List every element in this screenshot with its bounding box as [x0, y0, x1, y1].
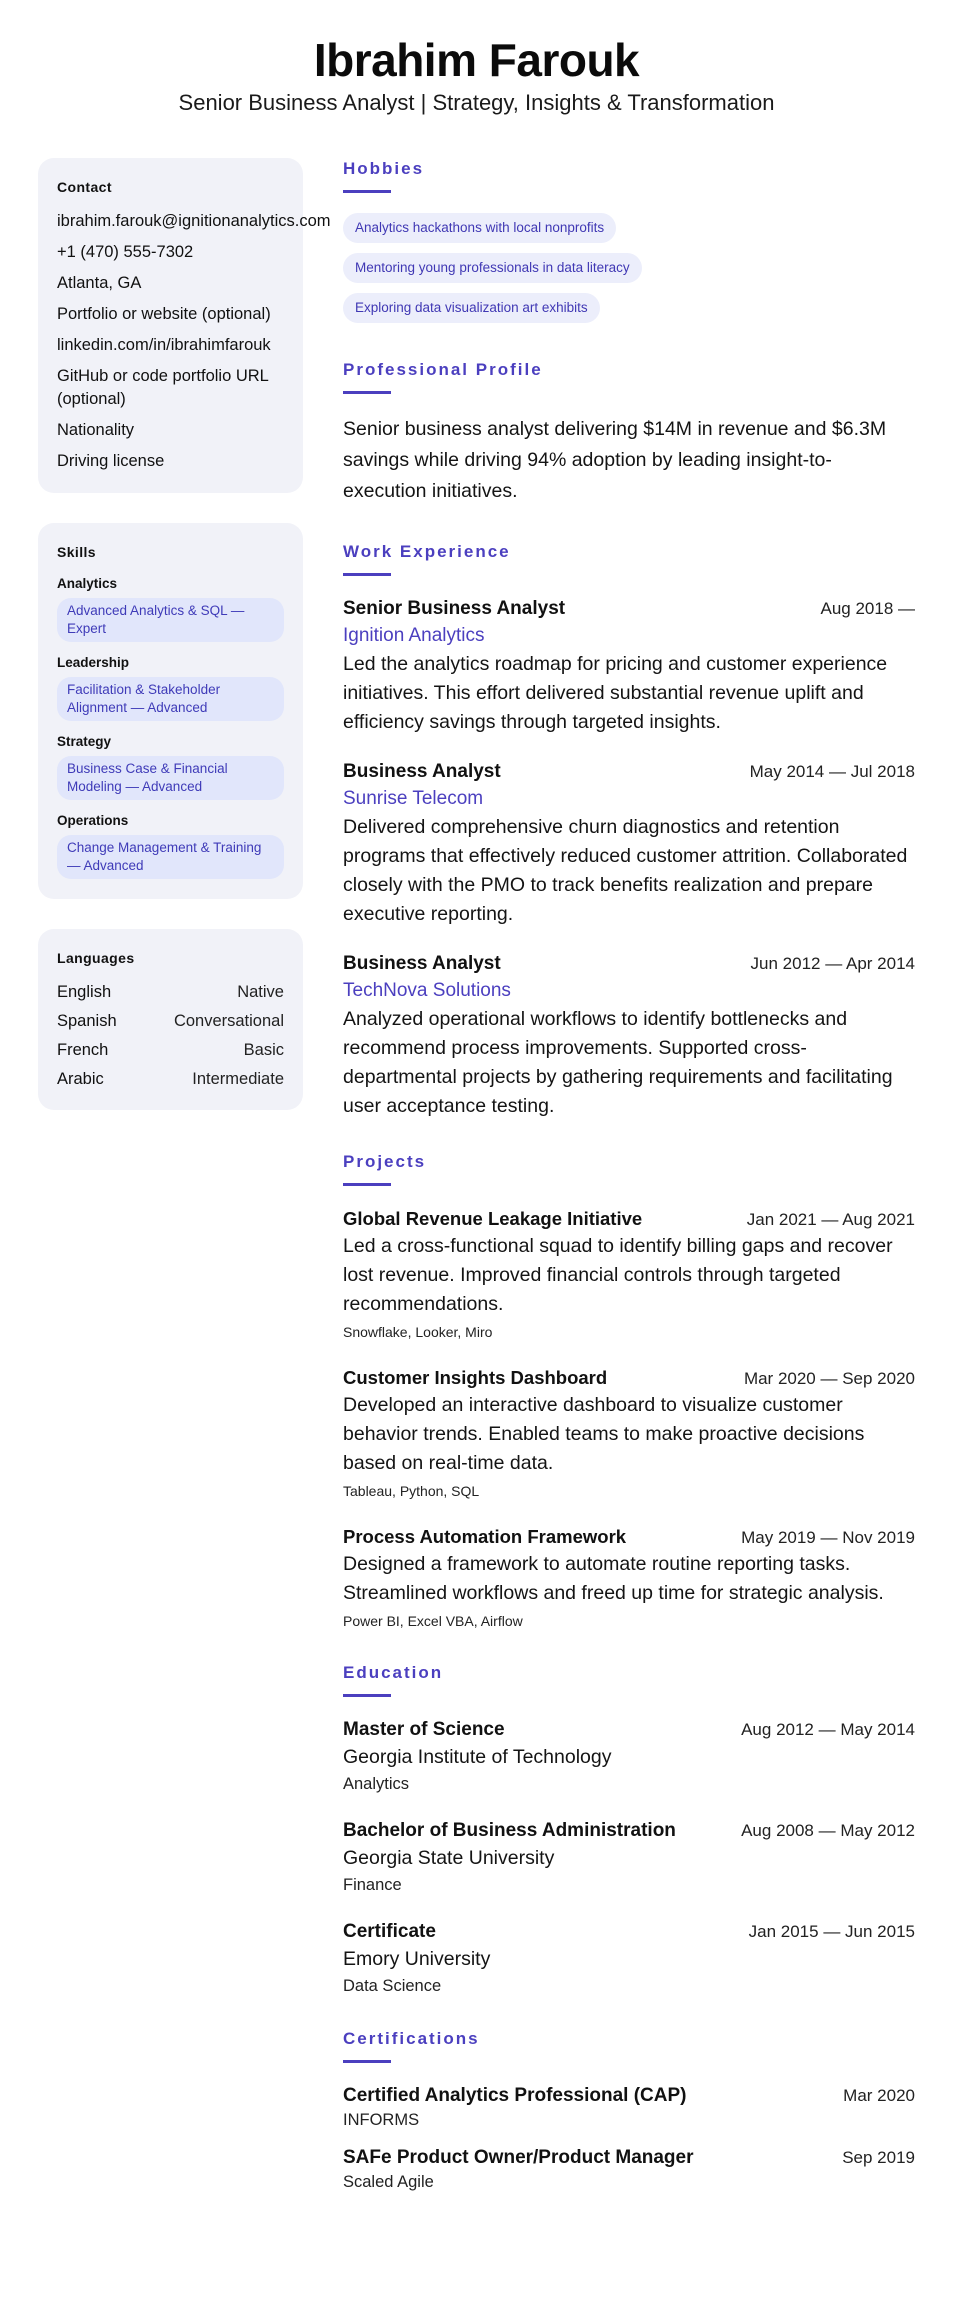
language-level: Conversational — [173, 1012, 284, 1030]
company-name: TechNova Solutions — [343, 980, 511, 1001]
school-name: Emory University — [343, 1948, 491, 1970]
experience-entry — [343, 951, 915, 1121]
language-row — [57, 1068, 284, 1090]
section-rule — [343, 2060, 391, 2063]
school-name: Georgia Institute of Technology — [343, 1746, 612, 1768]
resume-header — [0, 30, 953, 118]
contact-linkedin[interactable]: linkedin.com/in/ibrahimfarouk — [57, 336, 271, 354]
project-description: Designed a framework to automate routine reporting tasks. Streamlined workflows and freed up time for strategic analysis. — [343, 1553, 884, 1604]
experience-entry — [343, 596, 915, 737]
language-row — [57, 981, 284, 1003]
education-entry — [343, 1919, 915, 1998]
job-title: Senior Business Analyst — [343, 598, 566, 619]
skill-pill: Advanced Analytics & SQL — Expert — [57, 598, 284, 642]
hobby-pill: Mentoring young professionals in data literacy — [343, 253, 642, 283]
section-title: Projects — [343, 1152, 427, 1171]
project-dates: Jan 2021 — Aug 2021 — [746, 1210, 915, 1229]
contact-email[interactable]: ibrahim.farouk@ignitionanalytics.com — [57, 212, 331, 230]
section-title: Education — [343, 1663, 444, 1682]
project-entry — [343, 1524, 915, 1632]
skill-category: Leadership — [57, 655, 130, 670]
section-title: Certifications — [343, 2029, 480, 2048]
job-description: Analyzed operational workflows to identify bottlenecks and recommend process improvements. Supported cross-departmental projects by gathering requirements and facilitating user acceptance testing. — [343, 1008, 893, 1117]
job-dates: Aug 2018 — — [820, 599, 915, 618]
field-of-study: Finance — [343, 1876, 402, 1894]
skills-card — [38, 523, 303, 899]
contact-title: Contact — [57, 179, 112, 195]
skill-group — [57, 812, 284, 879]
degree-name: Certificate — [343, 1921, 436, 1942]
certification-entry — [343, 2145, 915, 2193]
project-dates: Mar 2020 — Sep 2020 — [743, 1369, 915, 1388]
certification-date: Mar 2020 — [843, 2086, 915, 2105]
section-rule — [343, 391, 391, 394]
certification-name: SAFe Product Owner/Product Manager — [343, 2147, 694, 2168]
project-description: Developed an interactive dashboard to visualize customer behavior trends. Enabled teams to make proactive decisions based on real-time data. — [343, 1394, 865, 1474]
certification-issuer: Scaled Agile — [343, 2173, 434, 2191]
language-name: Spanish — [57, 1012, 117, 1030]
job-title: Business Analyst — [343, 953, 501, 974]
certification-issuer: INFORMS — [343, 2111, 420, 2129]
language-name: Arabic — [57, 1070, 104, 1088]
contact-phone[interactable]: +1 (470) 555-7302 — [57, 243, 194, 261]
project-entry — [343, 1206, 915, 1343]
experience-entry — [343, 759, 915, 929]
projects-section — [343, 1151, 915, 1632]
section-rule — [343, 573, 391, 576]
field-of-study: Data Science — [343, 1977, 442, 1995]
section-rule — [343, 1183, 391, 1186]
language-row — [57, 1039, 284, 1061]
job-title: Business Analyst — [343, 761, 501, 782]
sidebar — [38, 158, 331, 1140]
project-entry — [343, 1365, 915, 1502]
contact-nationality: Nationality — [57, 421, 135, 439]
profile-section — [343, 359, 915, 507]
education-dates: Aug 2012 — May 2014 — [741, 1720, 915, 1739]
job-dates: May 2014 — Jul 2018 — [749, 762, 915, 781]
education-entry — [343, 1818, 915, 1897]
skill-pill: Facilitation & Stakeholder Alignment — Advanced — [57, 677, 284, 721]
contact-github[interactable]: GitHub or code portfolio URL (optional) — [57, 367, 269, 408]
section-rule — [343, 190, 391, 193]
certification-name: Certified Analytics Professional (CAP) — [343, 2085, 687, 2106]
job-description: Led the analytics roadmap for pricing and customer experience initiatives. This effort delivered substantial revenue uplift and efficiency savings through targeted insights. — [343, 653, 888, 733]
skill-pill: Business Case & Financial Modeling — Advanced — [57, 756, 284, 800]
languages-title: Languages — [57, 950, 135, 966]
skills-title: Skills — [57, 544, 96, 560]
project-tech: Snowflake, Looker, Miro — [343, 1324, 493, 1340]
certifications-section — [343, 2028, 915, 2193]
language-name: English — [57, 983, 112, 1001]
project-tech: Power BI, Excel VBA, Airflow — [343, 1613, 523, 1629]
skill-group — [57, 733, 284, 800]
main-content — [343, 158, 915, 2207]
profile-summary: Senior business analyst delivering $14M in revenue and $6.3M savings while driving 94% adoption by leading insight-to-execution initiatives. — [343, 418, 887, 502]
language-level: Basic — [243, 1041, 284, 1059]
candidate-name: Ibrahim Farouk — [313, 34, 640, 86]
hobbies-section — [343, 158, 915, 333]
language-level: Intermediate — [192, 1070, 284, 1088]
section-title: Professional Profile — [343, 360, 543, 379]
section-rule — [343, 1694, 391, 1697]
hobby-pill: Exploring data visualization art exhibits — [343, 293, 600, 323]
education-section — [343, 1662, 915, 1998]
certification-entry — [343, 2083, 915, 2131]
skill-pill: Change Management & Training — Advanced — [57, 835, 284, 879]
contact-portfolio[interactable]: Portfolio or website (optional) — [57, 305, 271, 323]
degree-name: Bachelor of Business Administration — [343, 1820, 676, 1841]
job-dates: Jun 2012 — Apr 2014 — [750, 954, 915, 973]
languages-card — [38, 929, 303, 1110]
skill-category: Analytics — [57, 576, 118, 591]
degree-name: Master of Science — [343, 1719, 505, 1740]
job-description: Delivered comprehensive churn diagnostics and retention programs that effectively reduced customer attrition. Collaborated closely with the PMO to track benefits realization and prepare executive reporting. — [343, 816, 908, 925]
project-name: Customer Insights Dashboard — [343, 1367, 608, 1388]
contact-driving-license: Driving license — [57, 452, 165, 470]
education-entry — [343, 1717, 915, 1796]
candidate-headline: Senior Business Analyst | Strategy, Insights & Transformation — [178, 90, 775, 115]
language-name: French — [57, 1041, 109, 1059]
language-level: Native — [237, 983, 284, 1001]
section-title: Work Experience — [343, 542, 511, 561]
certification-date: Sep 2019 — [842, 2148, 915, 2167]
project-name: Process Automation Framework — [343, 1526, 627, 1547]
company-name: Sunrise Telecom — [343, 788, 484, 809]
field-of-study: Analytics — [343, 1775, 410, 1793]
project-dates: May 2019 — Nov 2019 — [741, 1528, 915, 1547]
contact-location: Atlanta, GA — [57, 274, 142, 292]
company-name: Ignition Analytics — [343, 625, 485, 646]
language-row — [57, 1010, 284, 1032]
skill-group — [57, 654, 284, 721]
contact-card — [38, 158, 331, 493]
skill-category: Strategy — [57, 734, 112, 749]
education-dates: Aug 2008 — May 2012 — [741, 1821, 915, 1840]
section-title: Hobbies — [343, 159, 425, 178]
project-tech: Tableau, Python, SQL — [343, 1483, 480, 1499]
education-dates: Jan 2015 — Jun 2015 — [748, 1922, 915, 1941]
hobby-pill: Analytics hackathons with local nonprofits — [343, 213, 616, 243]
experience-section — [343, 541, 915, 1121]
skill-category: Operations — [57, 813, 129, 828]
school-name: Georgia State University — [343, 1847, 555, 1869]
skill-group — [57, 575, 284, 642]
project-description: Led a cross-functional squad to identify billing gaps and recover lost revenue. Improved financial controls through targeted recommendations. — [343, 1235, 893, 1315]
project-name: Global Revenue Leakage Initiative — [343, 1208, 643, 1229]
